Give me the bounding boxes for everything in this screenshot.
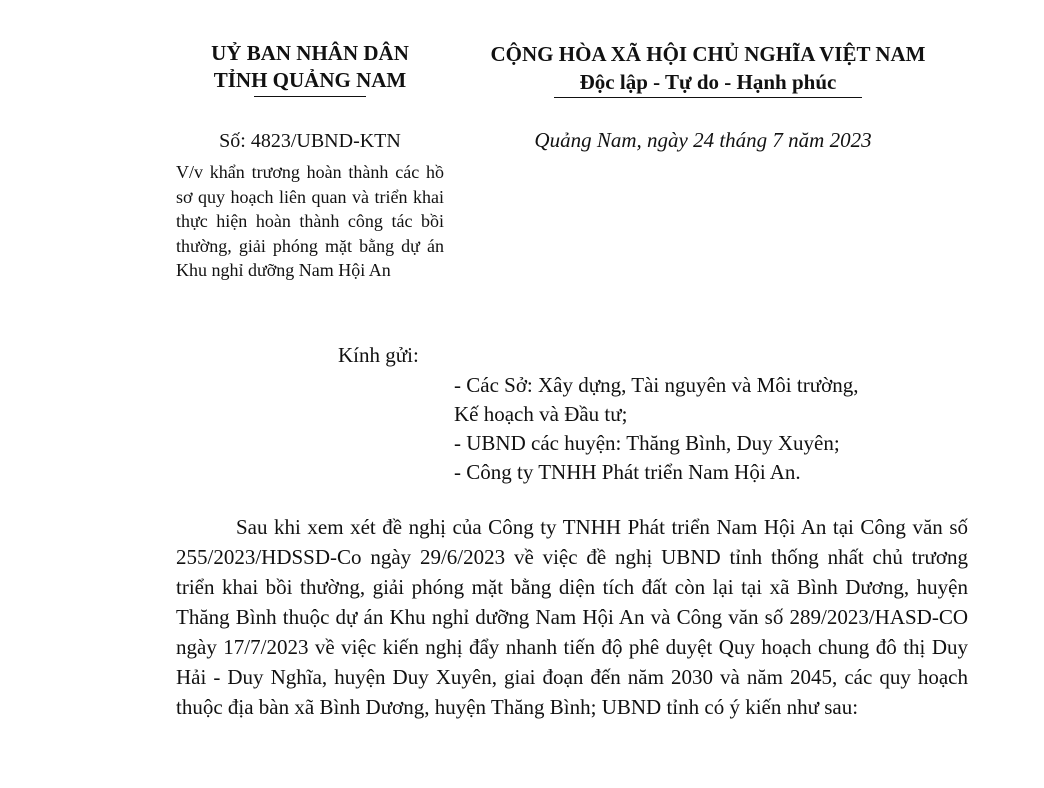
document-number: Số: 4823/UBND-KTN	[219, 130, 401, 152]
recipient-item: - Công ty TNHH Phát triển Nam Hội An.	[454, 460, 801, 484]
national-title: CỘNG HÒA XÃ HỘI CHỦ NGHĨA VIỆT NAM	[490, 42, 926, 66]
national-motto: Độc lập - Tự do - Hạnh phúc	[579, 70, 837, 94]
issuing-authority	[150, 40, 470, 97]
authority-underline	[254, 96, 366, 97]
recipient-item: Kế hoạch và Đầu tư;	[454, 402, 628, 426]
body-paragraph: Sau khi xem xét đề nghị của Công ty TNHH Phát triển Nam Hội An tại Công văn số 255/2023/HDSSD-Co ngày 29/6/2023 về việc đề nghị UBND tỉnh thống nhất chủ trương triển khai bồi thường, giải phóng mặt bằng diện tích đất còn lại tại xã Bình Dương, huyện Thăng Bình thuộc dự án Khu nghỉ dưỡng Nam Hội An và Công văn số 289/2023/HASD-CO ngày 17/7/2023 về việc kiến nghị đẩy nhanh tiến độ phê duyệt Quy hoạch chung đô thị Duy Hải - Duy Nghĩa, huyện Duy Xuyên, giai đoạn đến năm 2030 và năm 2045, các quy hoạch thuộc địa bàn xã Bình Dương, huyện Thăng Bình; UBND tỉnh có ý kiến như sau:	[176, 515, 968, 719]
motto-underline	[554, 97, 862, 98]
document-subject	[176, 160, 444, 283]
authority-name: UỶ BAN NHÂN DÂN	[211, 41, 409, 65]
recipient-item: - UBND các huyện: Thăng Bình, Duy Xuyên;	[454, 431, 840, 455]
document-date: Quảng Nam, ngày 24 tháng 7 năm 2023	[534, 128, 872, 152]
national-header	[452, 40, 964, 98]
subject-text: V/v khẩn trương hoàn thành các hồ sơ quy hoạch liên quan và triển khai thực hiện hoàn thành công tác bồi thường, giải phóng mặt bằng dự án Khu nghỉ dưỡng Nam Hội An	[176, 162, 444, 280]
recipient-item: - Các Sở: Xây dựng, Tài nguyên và Môi trường,	[454, 373, 859, 397]
document-body	[176, 512, 968, 722]
authority-province: TỈNH QUẢNG NAM	[213, 68, 407, 92]
recipient-list	[454, 371, 964, 487]
salutation: Kính gửi:	[338, 343, 419, 367]
